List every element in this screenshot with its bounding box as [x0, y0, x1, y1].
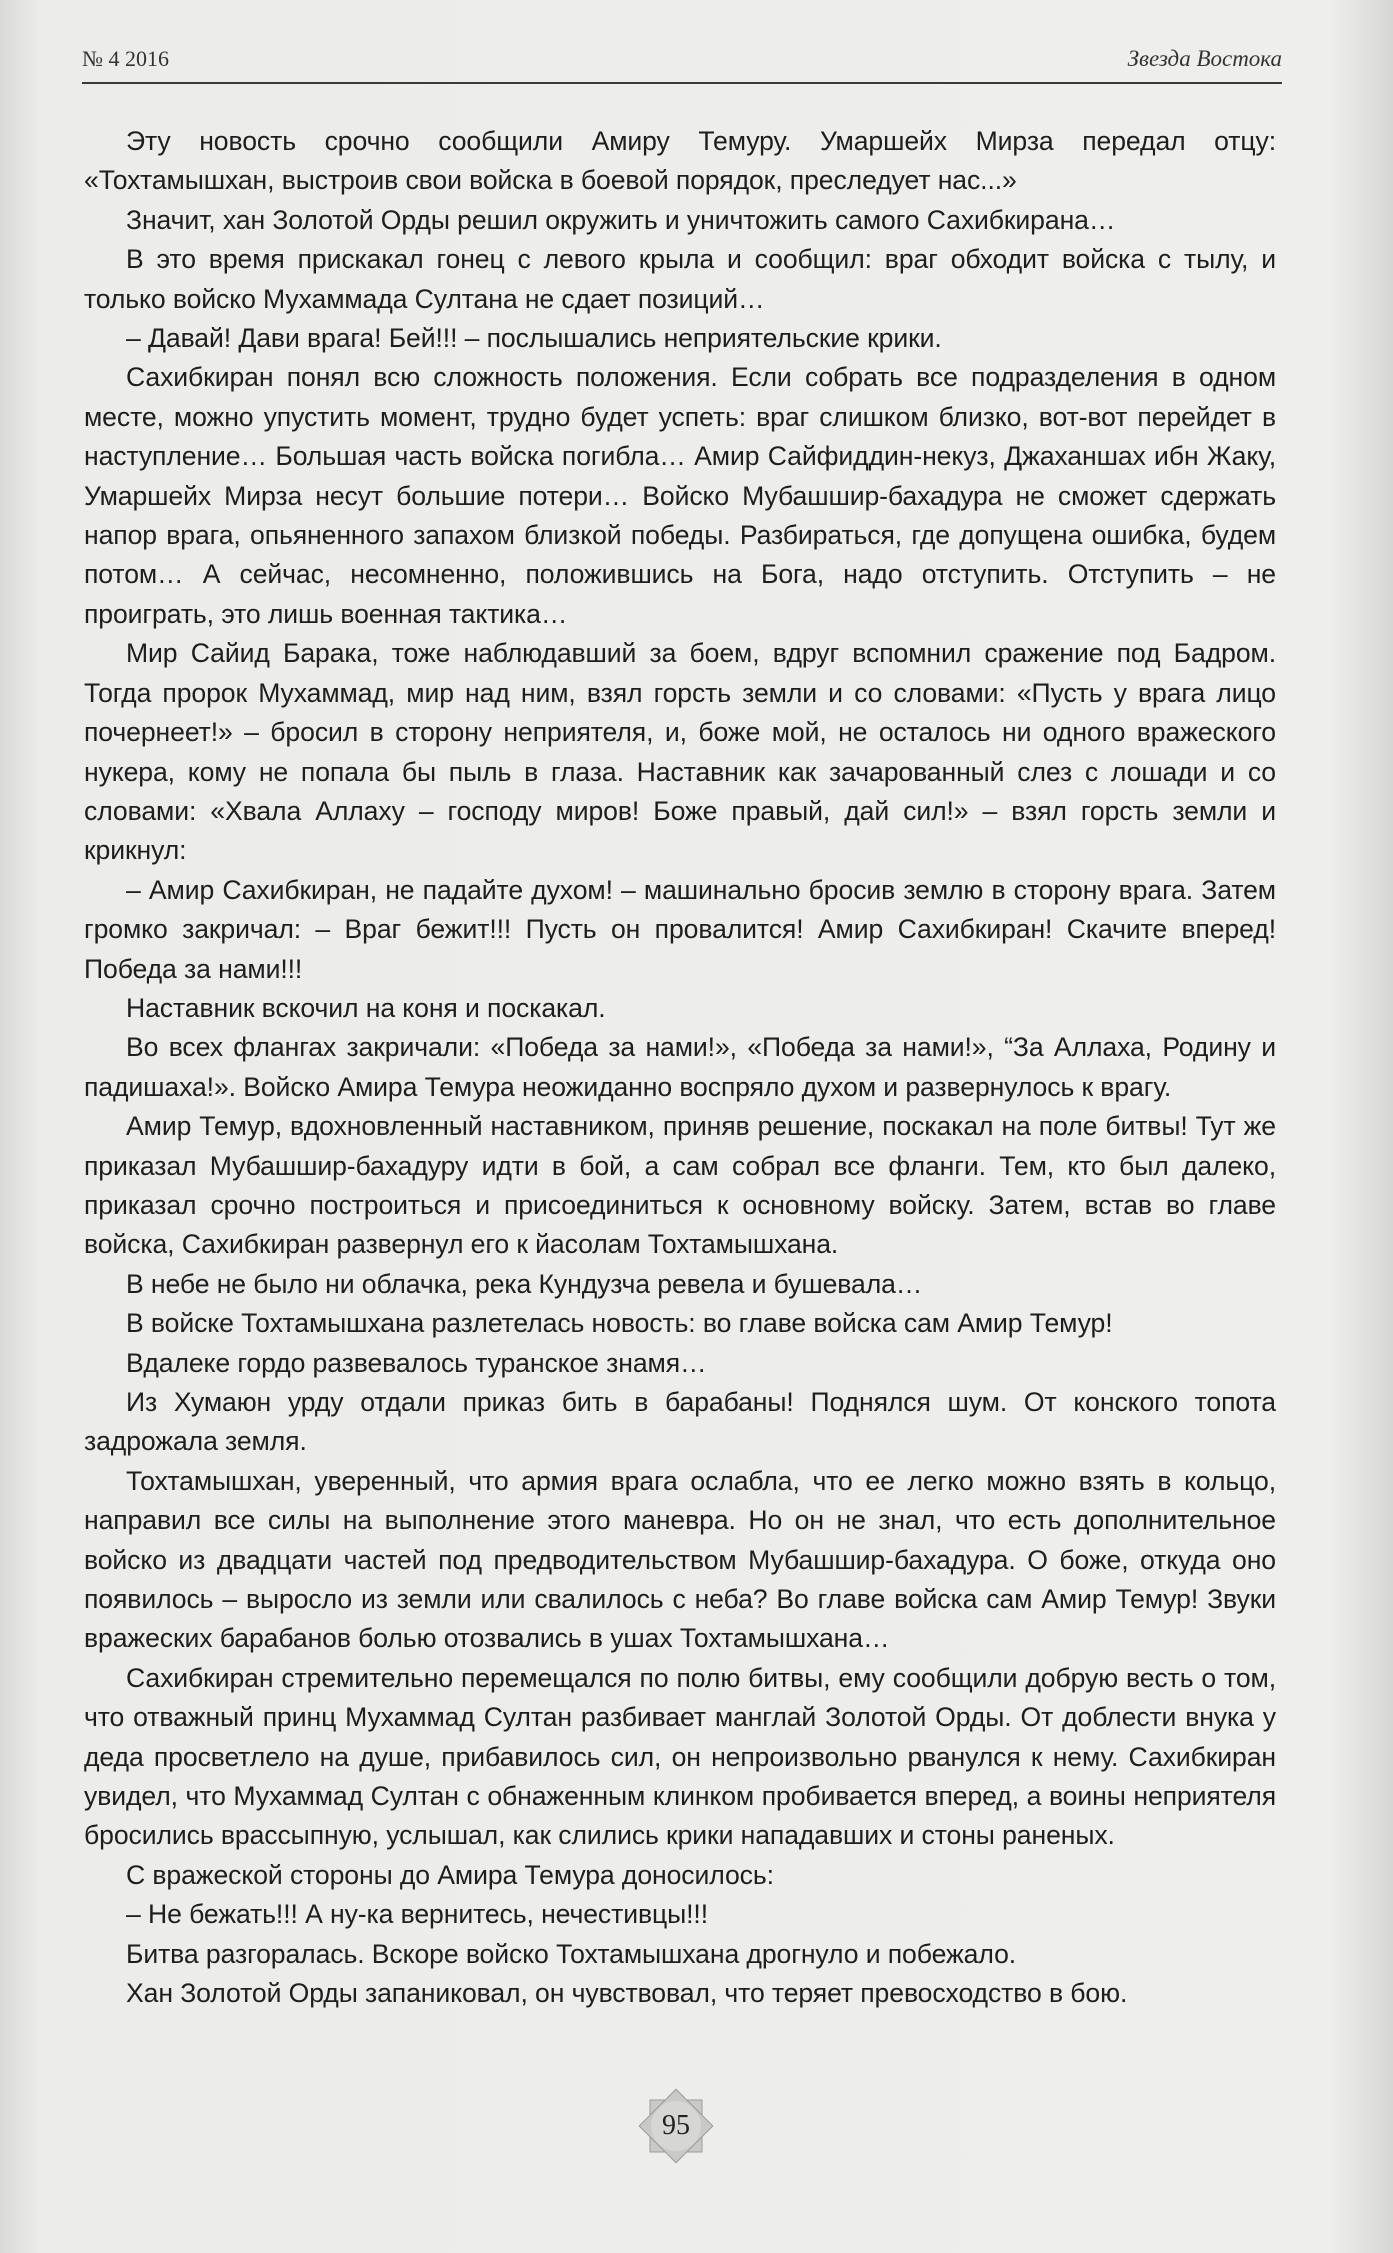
paragraph: Битва разгоралась. Вскоре войско Тохтамышхана дрогнуло и побежало. [126, 1938, 1017, 1969]
paragraph: Мир Сайид Барака, тоже наблюдавший за боем, вдруг вспомнил сражение под Бадром. Тогда пророк Мухаммад, мир над ним, взял горсть земли и со словами: «Пусть у врага лицо почернеет!» – бросил в сторону неприятеля, и, боже мой, не осталось ни одного вражеского нукера, кому не попала бы пыль в глаза. Наставник как зачарованный слез с лошади и со словами: «Хвала Аллаху – господу миров! Боже правый, дай сил!» – взял горсть земли и крикнул: [84, 638, 1276, 866]
paragraph: В небе не было ни облачка, река Кундузча ревела и бушевала… [126, 1268, 923, 1299]
page-number: 95 [662, 2110, 690, 2141]
paragraph: – Не бежать!!! А ну-ка вернитесь, нечестивцы!!! [126, 1899, 708, 1930]
article-body [84, 122, 1276, 2014]
paragraph: Вдалеке гордо развевалось туранское знамя… [126, 1347, 707, 1378]
journal-title: Звезда Востока [1127, 46, 1282, 71]
paragraph: Во всех флангах закричали: «Победа за нами!», «Победа за нами!», “За Аллаха, Родину и падишаха!». Войско Амира Темура неожиданно воспряло духом и развернулось к врагу. [84, 1032, 1276, 1102]
paragraph: С вражеской стороны до Амира Темура доносилось: [126, 1859, 774, 1890]
issue-label: № 4 2016 [82, 46, 169, 71]
paragraph: Амир Темур, вдохновленный наставником, приняв решение, поскакал на поле битвы! Тут же приказал Мубашшир-бахадуру идти в бой, а сам собрал все фланги. Тем, кто был далеко, приказал срочно построиться и присоединиться к основному войску. Затем, встав во главе войска, Сахибкиран развернул его к йасолам Тохтамышхана. [84, 1111, 1276, 1260]
paragraph: Сахибкиран стремительно перемещался по полю битвы, ему сообщили добрую весть о том, что отважный принц Мухаммад Султан разбивает манглай Золотой Орды. От доблести внука у деда просветлело на душе, прибавилось сил, он непроизвольно рванулся к нему. Сахибкиран увидел, что Мухаммад Султан с обнаженным клинком пробивается вперед, а воины неприятеля бросились врассыпную, услышал, как слились крики нападавших и стоны раненых. [84, 1662, 1276, 1851]
paragraph: Сахибкиран понял всю сложность положения. Если собрать все подразделения в одном месте, можно упустить момент, трудно будет успеть: враг слишком близко, вот-вот перейдет в наступление… Большая часть войска погибла… Амир Сайфиддин-некуз, Джаханшах ибн Жаку, Умаршейх Мирза несут большие потери… Войско Мубашшир-бахадура не сможет сдержать напор врага, опьяненного запахом близкой победы. Разбираться, где допущена ошибка, будем потом… А сейчас, несомненно, положившись на Бога, надо отступить. Отступить – не проиграть, это лишь военная тактика… [84, 362, 1276, 629]
paragraph: Хан Золотой Орды запаниковал, он чувствовал, что теряет превосходство в бою. [126, 1978, 1128, 2009]
paragraph: Эту новость срочно сообщили Амиру Темуру. Умаршейх Мирза передал отцу: «Тохтамышхан, выстроив свои войска в боевой порядок, преследует нас...» [84, 126, 1276, 196]
paragraph: Из Хумаюн урду отдали приказ бить в барабаны! Поднялся шум. От конского топота задрожала земля. [84, 1387, 1276, 1457]
paragraph: – Давай! Дави врага! Бей!!! – послышались неприятельские крики. [126, 323, 942, 354]
paragraph: Наставник вскочил на коня и поскакал. [126, 992, 606, 1023]
paragraph: В это время прискакал гонец с левого крыла и сообщил: враг обходит войска с тылу, и только войско Мухаммада Султана не сдает позиций… [84, 244, 1276, 314]
page-number-ornament [636, 2086, 716, 2166]
paragraph: В войске Тохтамышхана разлетелась новость: во главе войска сам Амир Темур! [126, 1308, 1113, 1339]
running-header [82, 46, 1282, 84]
paragraph: Тохтамышхан, уверенный, что армия врага ослабла, что ее легко можно взять в кольцо, направил все силы на выполнение этого маневра. Но он не знал, что есть дополнительное войско из двадцати частей под предводительством Мубашшир-бахадура. О боже, откуда оно появилось – выросло из земли или свалилось с неба? Во главе войска сам Амир Темур! Звуки вражеских барабанов болью отозвались в ушах Тохтамышхана… [84, 1465, 1276, 1654]
paragraph: Значит, хан Золотой Орды решил окружить и уничтожить самого Сахибкирана… [126, 204, 1116, 235]
paragraph: – Амир Сахибкиран, не падайте духом! – машинально бросив землю в сторону врага. Затем громко закричал: – Враг бежит!!! Пусть он провалится! Амир Сахибкиран! Скачите вперед! Победа за нами!!! [84, 874, 1276, 984]
